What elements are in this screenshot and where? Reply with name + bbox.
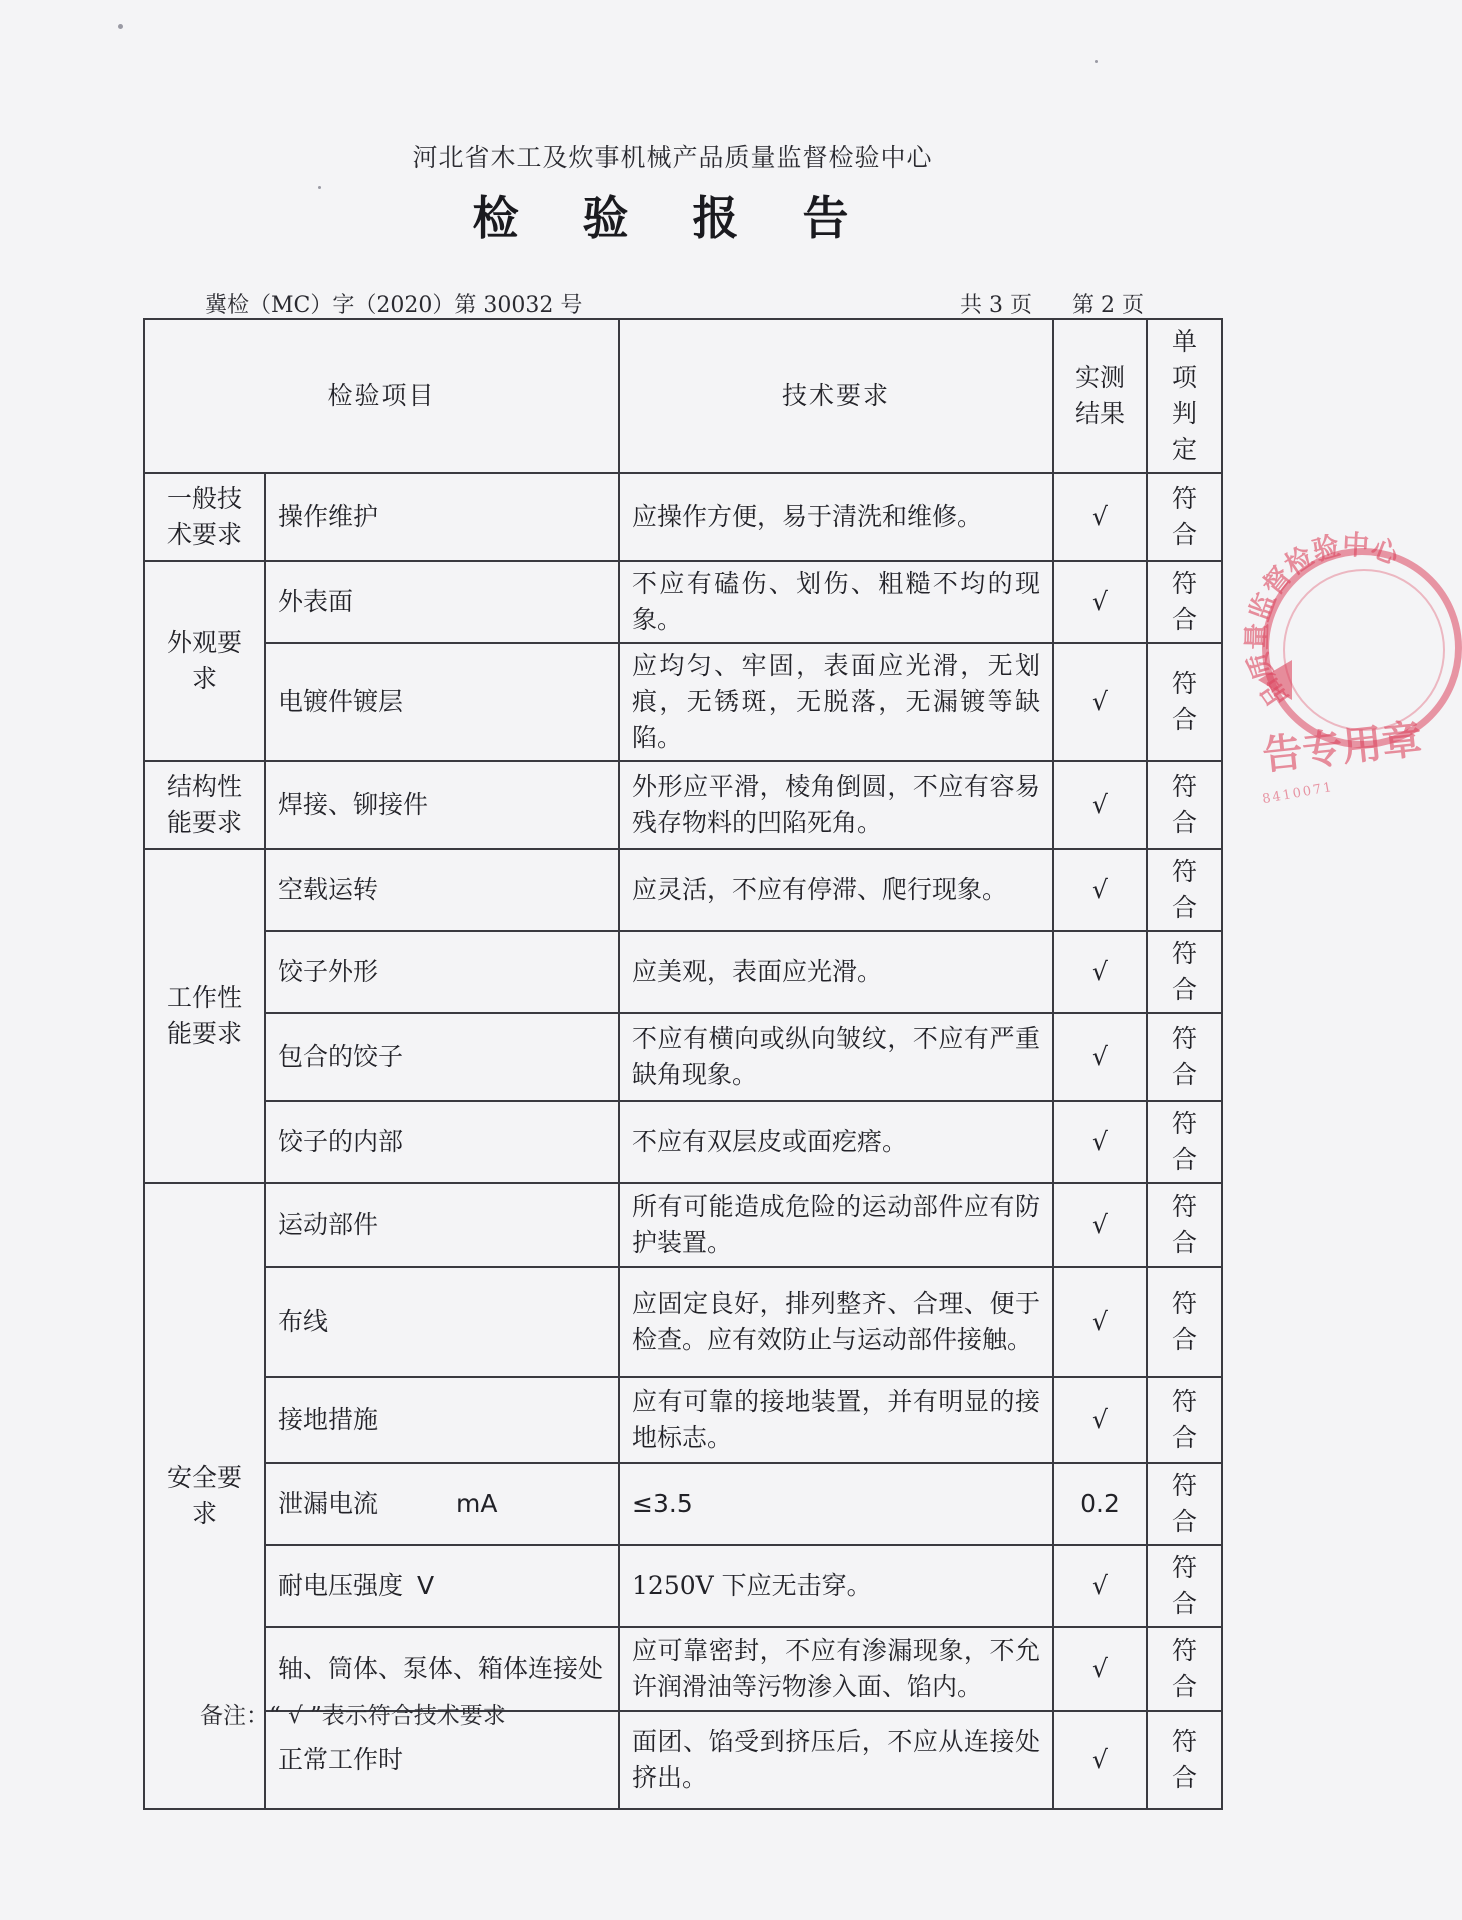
requirement-cell: 所有可能造成危险的运动部件应有防护装置。 bbox=[619, 1183, 1053, 1267]
category-cell: 外观要求 bbox=[144, 561, 265, 761]
result-cell: √ bbox=[1053, 1627, 1147, 1711]
paper-speck bbox=[118, 24, 123, 29]
table-row bbox=[144, 1267, 1222, 1377]
table-row bbox=[144, 1101, 1222, 1183]
result-cell: √ bbox=[1053, 849, 1147, 931]
item-cell: 空载运转 bbox=[265, 849, 619, 931]
item-cell bbox=[265, 1545, 619, 1627]
item-cell: 轴、筒体、泵体、箱体连接处 bbox=[265, 1627, 619, 1711]
judgement-cell: 符合 bbox=[1147, 761, 1222, 849]
judgement-cell: 符合 bbox=[1147, 1013, 1222, 1101]
table-row bbox=[144, 1377, 1222, 1463]
judgement-cell: 符合 bbox=[1147, 1545, 1222, 1627]
judgement-cell: 符合 bbox=[1147, 849, 1222, 931]
requirement-cell: 应灵活，不应有停滞、爬行现象。 bbox=[619, 849, 1053, 931]
item-cell: 操作维护 bbox=[265, 473, 619, 561]
result-cell: √ bbox=[1053, 1183, 1147, 1267]
result-cell: 0.2 bbox=[1053, 1463, 1147, 1545]
table-row bbox=[144, 931, 1222, 1013]
item-label: 耐电压强度 bbox=[278, 1571, 404, 1600]
paper-speck bbox=[1095, 60, 1098, 63]
report-number: 冀检（MC）字（2020）第 30032 号 bbox=[205, 293, 583, 318]
requirement-cell: 应操作方便，易于清洗和维修。 bbox=[619, 473, 1053, 561]
organization-name: 河北省木工及炊事机械产品质量监督检验中心 bbox=[412, 143, 933, 172]
table-row bbox=[144, 1545, 1222, 1627]
item-cell: 布线 bbox=[265, 1267, 619, 1377]
table-row bbox=[144, 1463, 1222, 1545]
item-cell: 电镀件镀层 bbox=[265, 643, 619, 761]
total-pages: 共 3 页 bbox=[960, 293, 1032, 318]
item-unit: mA bbox=[456, 1489, 498, 1518]
result-cell: √ bbox=[1053, 1267, 1147, 1377]
judgement-cell: 符合 bbox=[1147, 1463, 1222, 1545]
judgement-cell: 符合 bbox=[1147, 1627, 1222, 1711]
requirement-cell: 不应有磕伤、划伤、粗糙不均的现象。 bbox=[619, 561, 1053, 643]
item-cell: 接地措施 bbox=[265, 1377, 619, 1463]
item-cell: 焊接、铆接件 bbox=[265, 761, 619, 849]
requirement-cell: 不应有横向或纵向皱纹，不应有严重缺角现象。 bbox=[619, 1013, 1053, 1101]
header-technical-requirement: 技术要求 bbox=[619, 319, 1053, 473]
category-cell: 工作性能要求 bbox=[144, 849, 265, 1183]
item-cell: 正常工作时 bbox=[265, 1711, 619, 1809]
requirement-cell: 外形应平滑，棱角倒圆，不应有容易残存物料的凹陷死角。 bbox=[619, 761, 1053, 849]
judgement-cell: 符合 bbox=[1147, 643, 1222, 761]
requirement-cell: 1250V 下应无击穿。 bbox=[619, 1545, 1053, 1627]
judgement-cell: 符合 bbox=[1147, 1183, 1222, 1267]
result-cell: √ bbox=[1053, 643, 1147, 761]
current-page: 第 2 页 bbox=[1071, 293, 1144, 318]
result-cell: √ bbox=[1053, 931, 1147, 1013]
item-unit: V bbox=[417, 1571, 435, 1600]
result-cell: √ bbox=[1053, 1711, 1147, 1809]
page-info bbox=[960, 288, 1170, 319]
table-row bbox=[144, 1013, 1222, 1101]
result-cell: √ bbox=[1053, 561, 1147, 643]
category-cell: 结构性能要求 bbox=[144, 761, 265, 849]
category-cell: 一般技术要求 bbox=[144, 473, 265, 561]
judgement-cell: 符合 bbox=[1147, 473, 1222, 561]
table-row bbox=[144, 643, 1222, 761]
paper-speck bbox=[318, 186, 321, 189]
document-title: 检 验 报 告 bbox=[472, 191, 873, 245]
item-cell: 饺子外形 bbox=[265, 931, 619, 1013]
result-cell: √ bbox=[1053, 1013, 1147, 1101]
result-cell: √ bbox=[1053, 473, 1147, 561]
inspection-table bbox=[143, 318, 1223, 1810]
judgement-cell: 符合 bbox=[1147, 1267, 1222, 1377]
result-cell: √ bbox=[1053, 1101, 1147, 1183]
header-judgement: 单项判定 bbox=[1147, 319, 1222, 473]
item-label: 泄漏电流 bbox=[278, 1489, 379, 1518]
judgement-cell: 符合 bbox=[1147, 1711, 1222, 1809]
judgement-cell: 符合 bbox=[1147, 1377, 1222, 1463]
table-row bbox=[144, 473, 1222, 561]
remark-note: 备注：“ √ ”表示符合技术要求 bbox=[200, 1703, 506, 1729]
stamp-label: 告专用章 bbox=[1260, 715, 1425, 780]
header-measured-result: 实测结果 bbox=[1053, 319, 1147, 473]
item-cell: 饺子的内部 bbox=[265, 1101, 619, 1183]
requirement-cell: 应固定良好，排列整齐、合理、便于检查。应有效防止与运动部件接触。 bbox=[619, 1267, 1053, 1377]
item-cell: 包合的饺子 bbox=[265, 1013, 619, 1101]
table-row bbox=[144, 761, 1222, 849]
table-row bbox=[144, 1183, 1222, 1267]
requirement-cell: 面团、馅受到挤压后，不应从连接处挤出。 bbox=[619, 1711, 1053, 1809]
judgement-cell: 符合 bbox=[1147, 1101, 1222, 1183]
requirement-cell: 应可靠密封，不应有渗漏现象，不允许润滑油等污物渗入面、馅内。 bbox=[619, 1627, 1053, 1711]
judgement-cell: 符合 bbox=[1147, 561, 1222, 643]
stamp-number: 8410071 bbox=[1261, 779, 1335, 808]
requirement-cell: 应均匀、牢固，表面应光滑，无划痕，无锈斑，无脱落，无漏镀等缺陷。 bbox=[619, 643, 1053, 761]
stamp-arc-label: 品质量监督检验中心 bbox=[1241, 529, 1404, 713]
result-cell: √ bbox=[1053, 761, 1147, 849]
requirement-cell: ≤3.5 bbox=[619, 1463, 1053, 1545]
table-row bbox=[144, 561, 1222, 643]
category-cell: 安全要求 bbox=[144, 1183, 265, 1809]
table-header-row bbox=[144, 319, 1222, 473]
stamp-star-icon bbox=[1258, 660, 1292, 700]
requirement-cell: 应有可靠的接地装置，并有明显的接地标志。 bbox=[619, 1377, 1053, 1463]
item-cell bbox=[265, 1463, 619, 1545]
result-cell: √ bbox=[1053, 1545, 1147, 1627]
requirement-cell: 不应有双层皮或面疙瘩。 bbox=[619, 1101, 1053, 1183]
result-cell: √ bbox=[1053, 1377, 1147, 1463]
requirement-cell: 应美观，表面应光滑。 bbox=[619, 931, 1053, 1013]
table-row bbox=[144, 849, 1222, 931]
item-cell: 外表面 bbox=[265, 561, 619, 643]
header-inspection-item: 检验项目 bbox=[144, 319, 619, 473]
item-cell: 运动部件 bbox=[265, 1183, 619, 1267]
judgement-cell: 符合 bbox=[1147, 931, 1222, 1013]
